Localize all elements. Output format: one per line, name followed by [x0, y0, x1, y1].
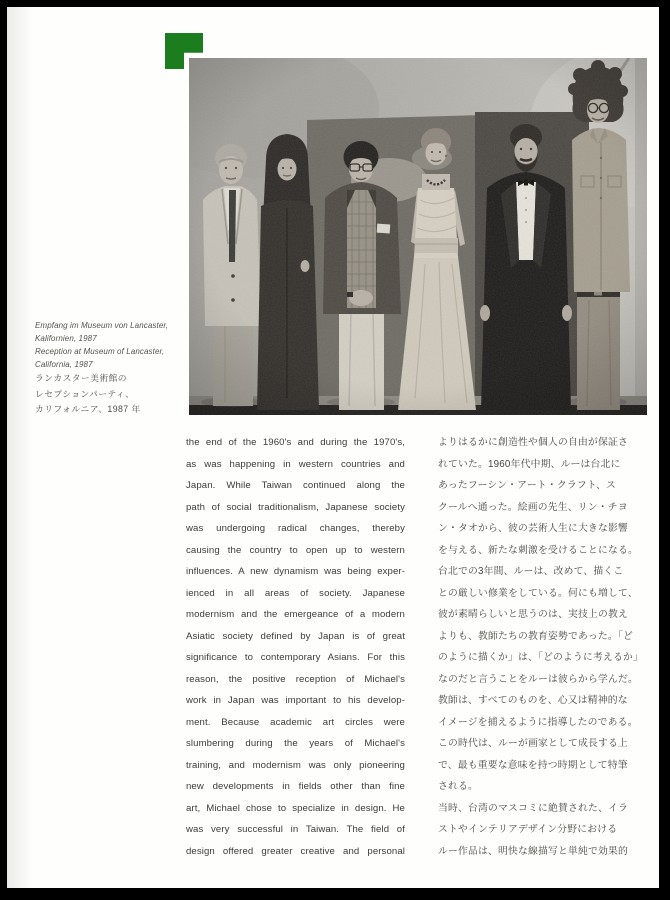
text-line: slumbering during the years of Michael's [186, 738, 405, 749]
text-line: training, and modernism was only pioneering [186, 759, 405, 771]
text-line: design offered greater creative and personal [186, 845, 405, 857]
text-line: the end of the 1960's and during the 1970's, [186, 437, 405, 448]
text-line: significance to contemporary Asians. For this [186, 652, 405, 663]
text-line: のように描くか」は、「どのように考えるか」 [438, 652, 644, 663]
text-line: reason, the positive reception of Michael's [186, 673, 405, 685]
text-line: as was happening in western countries and [186, 458, 405, 470]
text-line: work in Japan was important to his develop- [186, 695, 405, 706]
text-line: influences. A new dynamism was being exper- [186, 566, 405, 577]
text-line: よりはるかに創造性や個人の自由が保証さ [438, 437, 628, 448]
caption-line: Empfang im Museum von Lancaster, [35, 321, 169, 330]
text-line: される。 [438, 781, 478, 792]
text-line: new developments in fields other than fine [186, 781, 405, 792]
caption-italic-lines [35, 319, 175, 371]
text-line: art, Michael chose to specialize in design. He [186, 802, 405, 814]
caption-line: Reception at Museum of Lancaster, [35, 347, 165, 356]
text-line: あったフーシン・アート・クラフト、ス [438, 480, 616, 491]
text-line: クールへ通った。絵画の先生、リン・チヨ [438, 501, 628, 513]
photo-caption [35, 319, 175, 418]
text-line: was undergoing radical changes, thereby [186, 523, 405, 534]
text-line: よりも、教師たちの教育姿勢であった。「ど [438, 630, 633, 642]
caption-line: California, 1987 [35, 360, 93, 369]
caption-line: ランカスター美術館の [35, 373, 127, 383]
text-line: 教師は、すべてのものを、心又は精神的な [438, 695, 628, 706]
text-line: なのだと言うことをルーは彼らから学んだ。 [438, 673, 638, 685]
group-photograph [189, 58, 647, 415]
text-line: Japan. While Taiwan continued along the [186, 480, 405, 491]
text-line: causing the country to open up to western [186, 544, 405, 556]
text-line: ienced in all areas of society. Japanese [186, 587, 405, 599]
text-line: で、最も重要な意味を持つ時期として特筆 [438, 759, 628, 771]
text-line: この時代は、ルーが画家として成長する上 [438, 738, 628, 749]
text-line: ment. Because academic art circles were [186, 716, 405, 728]
text-line: modernism and the emergeance of a modern [186, 609, 405, 620]
text-line: 彼が素晴らしいと思うのは、実技上の教え [438, 609, 628, 620]
text-line: ン・タオから、彼の芸術人生に大きな影響 [438, 523, 628, 534]
caption-japanese-lines [35, 371, 175, 418]
text-line: を与える、新たな刺激を受けることになる。 [438, 544, 638, 556]
photo-vignette-overlay [189, 58, 647, 415]
text-line: Asiatic society defined by Japan is of great [186, 630, 405, 642]
photo-illustration [189, 58, 647, 415]
caption-line: カリフォルニア、1987 年 [35, 404, 141, 414]
caption-line: レセプションパーティ、 [35, 388, 135, 399]
text-line: との厳しい修業をしている。何にも増して、 [438, 587, 638, 599]
text-line: れていた。1960年代中期、ルーは台北に [438, 458, 621, 470]
book-page [7, 7, 659, 888]
text-line: 台北での3年間、ルーは、改めて、描くこ [438, 566, 624, 577]
text-line: ストやインテリアデザイン分野における [438, 824, 618, 835]
text-line: path of social traditionalism, Japanese society [186, 501, 405, 513]
text-line: イメージを捕えるように指導したのである。 [438, 716, 638, 728]
text-line: ルー作品は、明快な線描写と単純で効果的 [438, 845, 628, 857]
english-text-column [186, 432, 405, 862]
caption-line: Kalifornien, 1987 [35, 334, 97, 343]
text-line: was very successful in Taiwan. The field of [186, 824, 405, 835]
text-line: 当時、台湾のマスコミに絶賛された、イラ [438, 802, 628, 814]
japanese-text-column [438, 432, 646, 862]
